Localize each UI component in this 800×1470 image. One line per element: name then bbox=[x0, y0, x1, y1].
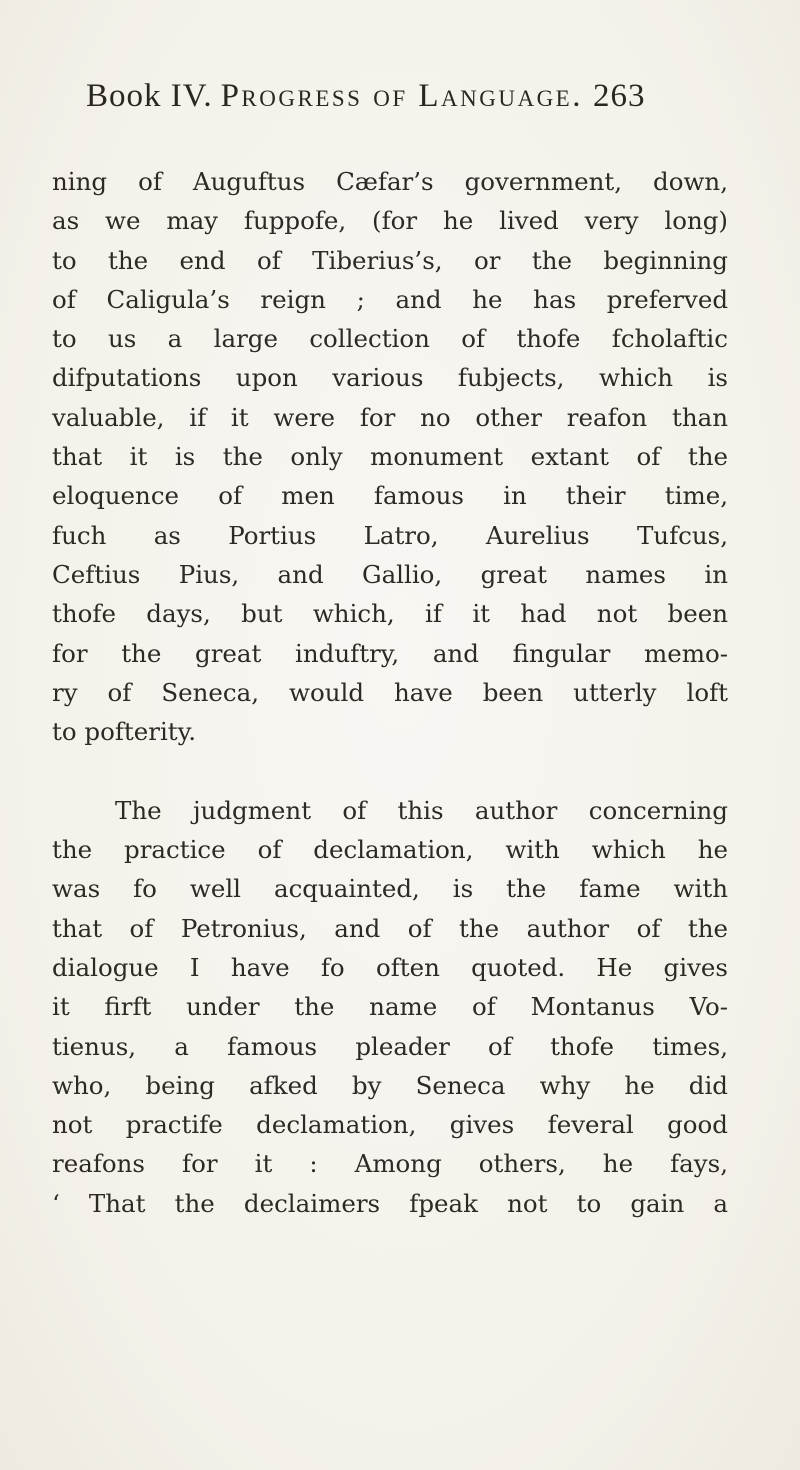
text-line: difputations upon various fubjects, which is bbox=[52, 363, 728, 393]
text-line: eloquence of men famous in their time, bbox=[52, 481, 728, 511]
text-line: to us a large collection of thofe fcholaftic bbox=[52, 324, 728, 354]
text-line: Ceftius Pius, and Gallio, great names in bbox=[52, 559, 728, 589]
text-line: of Caligula’s reign ; and he has preferved bbox=[52, 284, 728, 314]
text-line: valuable, if it were for no other reafon than bbox=[52, 402, 728, 432]
text-line: to the end of Tiberius’s, or the beginning bbox=[52, 245, 728, 275]
paragraph-gap bbox=[52, 751, 728, 790]
book-number: Book IV. bbox=[86, 78, 213, 114]
text-line: was fo well acquainted, is the fame with bbox=[52, 874, 728, 904]
text-line: to pofterity. bbox=[52, 717, 196, 747]
text-line: not practife declamation, gives feveral good bbox=[52, 1110, 728, 1140]
text-line: tienus, a famous pleader of thofe times, bbox=[52, 1031, 728, 1061]
text-line: fuch as Portius Latro, Aurelius Tufcus, bbox=[52, 520, 728, 550]
text-line: that of Petronius, and of the author of the bbox=[52, 913, 728, 943]
chapter-title: Progress of Language. bbox=[220, 78, 583, 114]
body-text bbox=[52, 162, 728, 1223]
paragraph-1 bbox=[52, 162, 728, 751]
text-line: that it is the only monument extant of the bbox=[52, 442, 728, 472]
text-line: it firft under the name of Montanus Vo- bbox=[52, 992, 728, 1022]
text-line: the practice of declamation, with which he bbox=[52, 835, 728, 865]
text-line: ‘ That the declaimers fpeak not to gain a bbox=[52, 1188, 728, 1218]
text-line: dialogue I have fo often quoted. He gives bbox=[52, 952, 728, 982]
text-line: ning of Auguftus Cæfar’s government, down, bbox=[52, 167, 728, 196]
text-line: ry of Seneca, would have been utterly loft bbox=[52, 677, 728, 707]
paragraph-2 bbox=[52, 791, 728, 1223]
page-number: 263 bbox=[592, 78, 646, 114]
running-head bbox=[86, 78, 686, 128]
text-line: as we may fuppofe, (for he lived very long) bbox=[52, 206, 728, 236]
text-line: The judgment of this author concerning bbox=[115, 795, 728, 825]
text-line: who, being afked by Seneca why he did bbox=[52, 1070, 728, 1100]
text-line: for the great induftry, and fingular memo- bbox=[52, 638, 728, 668]
text-line: reafons for it : Among others, he fays, bbox=[52, 1149, 728, 1179]
text-line: thofe days, but which, if it had not been bbox=[52, 599, 728, 629]
